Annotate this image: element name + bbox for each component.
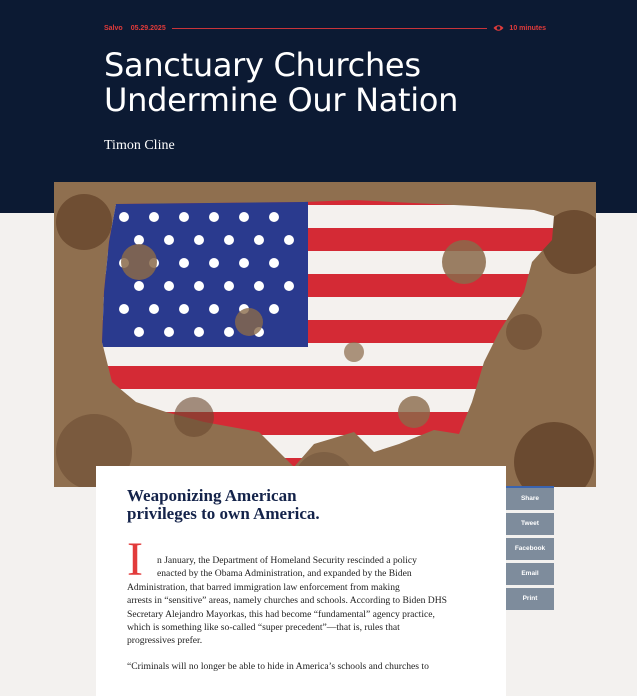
facebook-button[interactable]: Facebook [506,538,554,560]
eye-icon [493,24,504,32]
subhead-line: Weaponizing American [127,486,297,505]
category-link[interactable]: Salvo [104,24,123,32]
subhead-line: privileges to own America. [127,504,320,523]
paragraph-line: n January, the Department of Homeland Security rescinded a policy [157,555,417,566]
paragraph-line: enacted by the Obama Administration, and expanded by the Biden [157,568,412,580]
publish-date: 05.29.2025 [130,24,166,32]
article-meta [104,22,546,34]
american-flag-map-image [54,182,596,487]
share-button[interactable]: Share [506,488,554,510]
paragraph-line: Administration, that barred immigration law enforcement from making [127,581,400,593]
email-button[interactable]: Email [506,563,554,585]
page-title [104,48,524,118]
article-subhead [127,487,387,523]
meta-divider [172,28,488,29]
paragraph-line: arrests in “sensitive” areas, namely churches and schools. According to Biden DHS [127,595,447,607]
paragraph-line: Secretary Alejandro Mayorkas, this had become “fundamental” agency practice, [127,608,435,620]
tweet-button[interactable]: Tweet [506,513,554,535]
title-line: Undermine Our Nation [104,81,459,119]
print-button[interactable]: Print [506,588,554,610]
title-line: Sanctuary Churches [104,46,421,84]
author-link[interactable]: Timon Cline [104,138,175,153]
drop-cap: I [127,533,143,586]
article-paragraph [127,554,473,648]
paragraph-line: which is something like so-called “super precedent”—that is, rules that [127,622,400,634]
share-sidebar [506,486,554,613]
paragraph-line: progressives prefer. [127,635,203,647]
article-paragraph: “Criminals will no longer be able to hide in America’s schools and churches to [127,661,429,672]
read-time: 10 minutes [509,24,546,32]
